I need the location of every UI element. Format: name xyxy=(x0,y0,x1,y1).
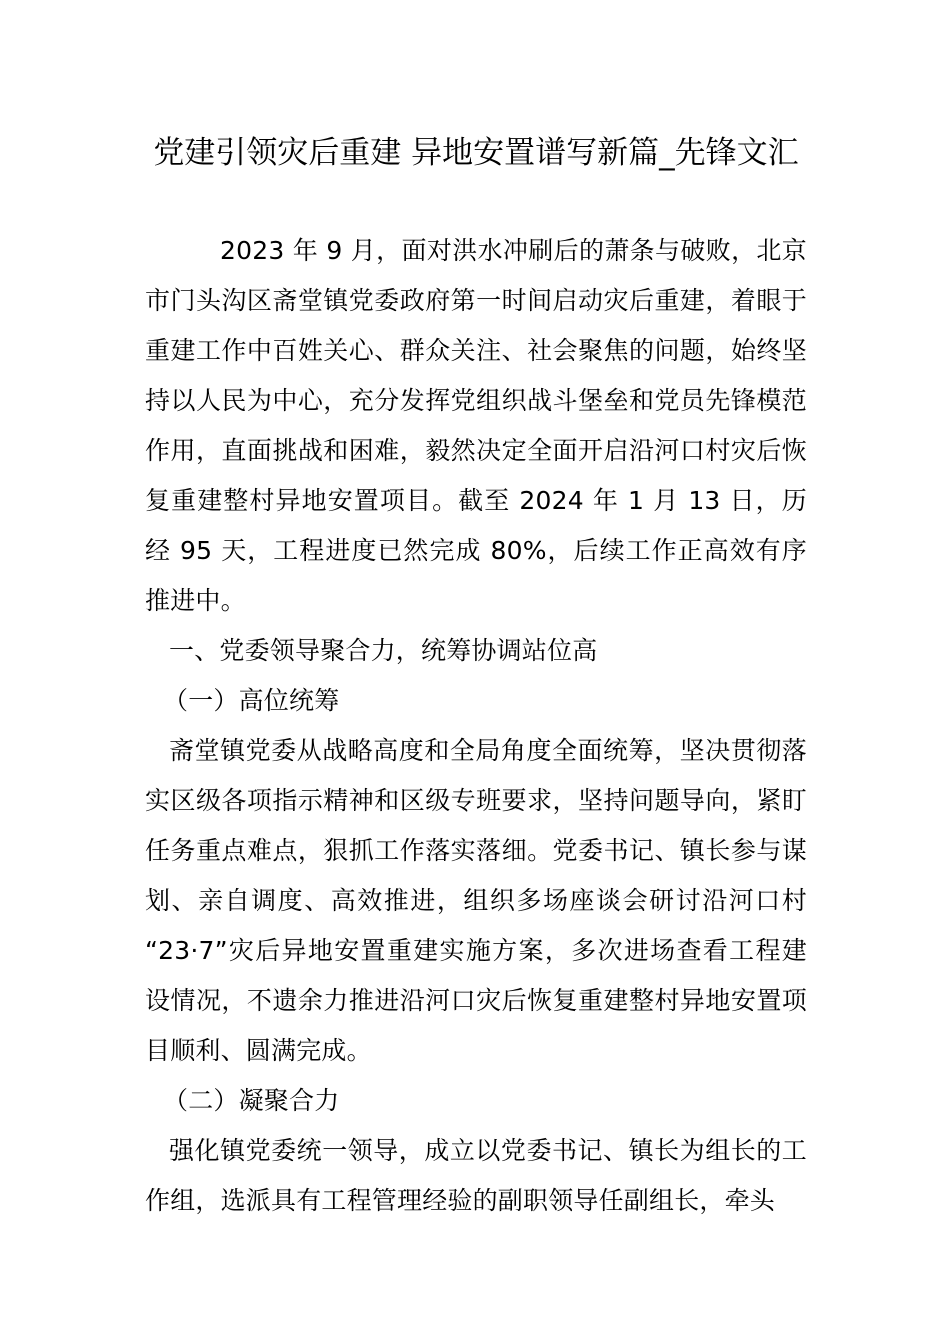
subsection-heading-1: （一）高位统筹 xyxy=(163,686,340,715)
body-paragraph-1: 斋堂镇党委从战略高度和全局角度全面统筹，坚决贯彻落实区级各项指示精神和区级专班要求，坚持问题导向，紧盯任务重点难点，狠抓工作落实落细。党委书记、镇长参与谋划、亲自调度、高效推进，组织多场座谈会研讨沿河口村 “23·7”灾后异地安置重建实施方案，多次进场查看工程建设情况，不遗余力推进沿河口灾后恢复重建整村异地安置项目顺利、圆满完成。 xyxy=(145,736,807,1065)
document-title: 党建引领灾后重建 异地安置谱写新篇_先锋文汇 xyxy=(153,135,799,171)
intro-paragraph: 2023 年 9 月，面对洪水冲刷后的萧条与破败，北京市门头沟区斋堂镇党委政府第一时间启动灾后重建，着眼于重建工作中百姓关心、群众关注、社会聚焦的问题，始终坚持以人民为中心，充分发挥党组织战斗堡垒和党员先锋模范作用，直面挑战和困难，毅然决定全面开启沿河口村灾后恢复重建整村异地安置项目。截至 2024 年 1 月 13 日，历经 95 天，工程进度已然完成 80%，后续工作正高效有序推进中。 xyxy=(145,236,807,615)
document-body xyxy=(145,226,807,1226)
subsection-heading-2: （二）凝聚合力 xyxy=(163,1086,340,1115)
body-paragraph-2: 强化镇党委统一领导，成立以党委书记、镇长为组长的工作组，选派具有工程管理经验的副职领导任副组长，牵头 xyxy=(145,1136,807,1215)
section-heading-1: 一、党委领导聚合力，统筹协调站位高 xyxy=(169,636,598,665)
